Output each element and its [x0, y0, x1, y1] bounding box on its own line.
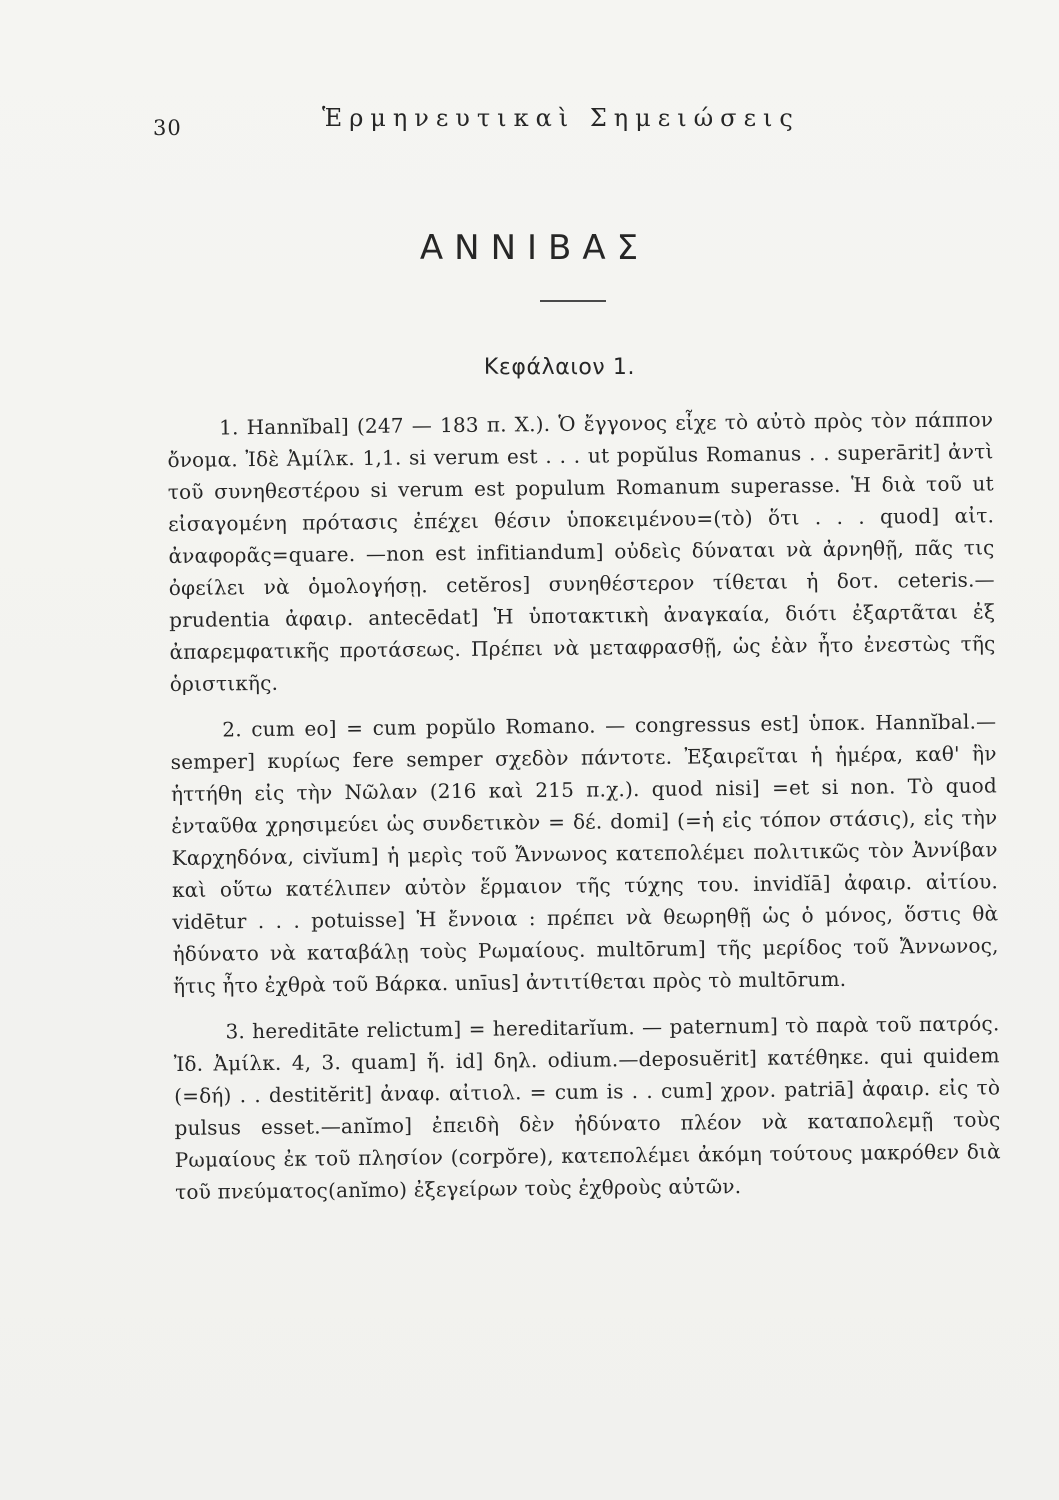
page-number: 30 — [153, 116, 182, 140]
commentary-paragraph-2: 2. cum eo] = cum popŭlo Romano. — congressus est] ὑποκ. Hannĭbal.— semper] κυρίως fere semper σχεδὸν πάντοτε. Ἐξαιρεῖται ἡ ἡμέρα, καθ' ἣν ἡττήθη εἰς τὴν Νῶλαν (216 καὶ 215 π.χ.). quod nisi] =et si non. Τὸ quod ἐνταῦθα χρησιμεύει ὡς συνδετικὸν = δέ. domi] (=ἡ εἰς τόπον στάσις), εἰς τὴν Καρχηδόνα, civĭum] ἡ μερὶς τοῦ Ἄννωνος κατεπολέμει πολιτικῶς τὸν Ἀννίβαν καὶ οὕτω κατέλιπεν αὐτὸν ἕρμαιον τῆς τύχης του. invidĭā] ἀφαιρ. αἰτίου. vidētur . . . potuisse] Ἡ ἔννοια : πρέπει νὰ θεωρηθῇ ὡς ὁ μόνος, ὅστις θὰ ἠδύνατο νὰ καταβάλῃ τοὺς Ρωμαίους. multōrum] τῆς μερίδος τοῦ Ἄννωνος, ἥτις ἦτο ἐχθρὰ τοῦ Βάρκα. unīus] ἀντιτίθεται πρὸς τὸ multōrum. — [170, 709, 999, 998]
commentary-paragraph-3: 3. hereditāte relictum] = hereditarĭum. — paternum] τὸ παρὰ τοῦ πατρός. Ἰδ. Ἀμίλκ. 4, 3. quam] ἥ. id] δηλ. odium.—deposuĕrit] κατέθηκε. qui quidem (=δή) . . destitĕrit] ἀναφ. αἰτιολ. = cum is . . cum] χρον. patriā] ἀφαιρ. εἰς τὸ pulsus esset.—anĭmo] ἐπειδὴ δὲν ἠδύνατο πλέον νὰ καταπολεμῇ τοὺς Ρωμαίους ἐκ τοῦ πλησίον (corpŏre), κατεπολέμει ἀκόμη τούτους μακρόθεν διὰ τοῦ πνεύματος(anĭmo) ἐξεγείρων τοὺς ἐχθροὺς αὐτῶν. — [173, 1011, 1001, 1204]
chapter-title: ΑΝΝΙΒΑΣ — [419, 228, 650, 268]
running-title: Ἑρμηνευτικαὶ Σημειώσεις — [322, 104, 800, 132]
title-divider — [540, 300, 606, 302]
commentary-paragraph-1: 1. Hannĭbal] (247 — 183 π. Χ.). Ὁ ἔγγονος εἶχε τὸ αὐτὸ πρὸς τὸν πάππον ὄνομα. Ἰδὲ Ἀμίλκ. 1,1. si verum est . . . ut popŭlus Romanus . . superārit] ἀντὶ τοῦ συνηθεστέρου si verum est populum Romanum superasse. Ἡ διὰ τοῦ ut εἰσαγομένη πρότασις ἐπέχει θέσιν ὑποκειμένου=(τὸ) ὅτι . . . quod] αἰτ. ἀναφορᾶς=quare. —non est infitiandum] οὐδεὶς δύναται νὰ ἀρνηθῇ, πᾶς τις ὀφείλει νὰ ὁμολογήσῃ. cetĕros] συνηθέστερον τίθεται ἡ δοτ. ceteris.— prudentia ἀφαιρ. antecēdat] Ἡ ὑποτακτικὴ ἀναγκαία, διότι ἐξαρτᾶται ἐξ ἀπαρεμφατικῆς προτάσεως. Πρέπει νὰ μεταφρασθῇ, ὡς ἐὰν ἦτο ἐνεστὼς τῆς ὁριστικῆς. — [167, 407, 996, 696]
commentary-body — [167, 403, 1001, 1222]
section-heading: Κεφάλαιον 1. — [483, 355, 636, 380]
